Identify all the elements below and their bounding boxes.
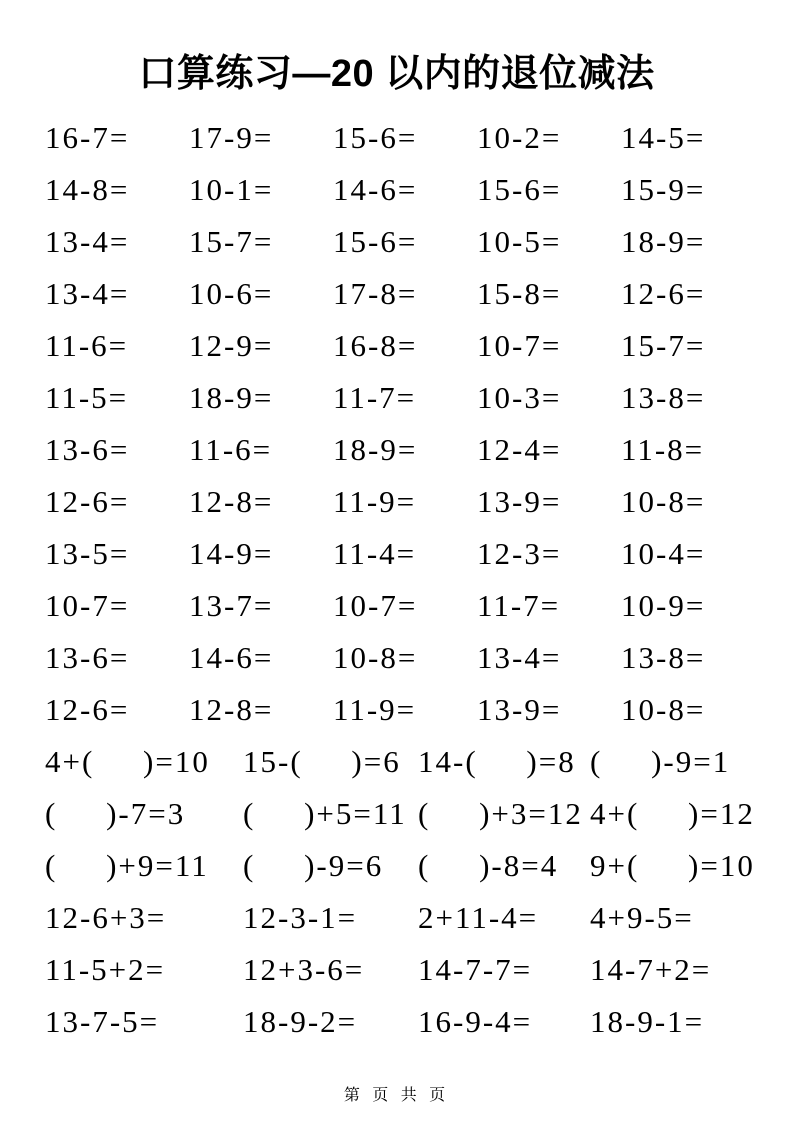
problem-cell: 10-6= [189, 276, 274, 311]
problem-cell: 11-5+2= [45, 952, 166, 987]
problem-cell: 18-9= [621, 224, 706, 259]
problem-cell: 15-7= [189, 224, 274, 259]
problem-cell: 14-5= [621, 120, 706, 155]
problem-cell: 11-4= [333, 536, 417, 571]
problem-cell: 11-6= [189, 432, 273, 467]
problem-cell: 13-6= [45, 640, 130, 675]
problem-cell: 13-7-5= [45, 1004, 160, 1039]
problem-cell: 14-6= [189, 640, 274, 675]
problem-cell: 18-9= [189, 380, 274, 415]
problem-cell: 12-3-1= [243, 900, 358, 935]
problem-cell: 15-6= [477, 172, 562, 207]
problem-cell: ( )+3=12 [418, 796, 583, 831]
problem-cell: 12-4= [477, 432, 562, 467]
problem-cell: 12-8= [189, 692, 274, 727]
problem-cell: 10-5= [477, 224, 562, 259]
problem-cell: 4+( )=10 [45, 744, 210, 779]
problem-cell: 12-3= [477, 536, 562, 571]
problem-cell: 14-( )=8 [418, 744, 576, 779]
problem-cell: 12+3-6= [243, 952, 365, 987]
problem-cell: 10-3= [477, 380, 562, 415]
problem-cell: 11-8= [621, 432, 705, 467]
problem-cell: 13-7= [189, 588, 274, 623]
problem-cell: 14-7-7= [418, 952, 533, 987]
problem-cell: 10-1= [189, 172, 274, 207]
problem-cell: 12-6= [45, 484, 130, 519]
problem-cell: 10-7= [45, 588, 130, 623]
problem-cell: 11-9= [333, 484, 417, 519]
problem-cell: 10-8= [333, 640, 418, 675]
problem-cell: 10-7= [333, 588, 418, 623]
problem-cell: 18-9= [333, 432, 418, 467]
problem-cell: 13-8= [621, 380, 706, 415]
problem-cell: 4+( )=12 [590, 796, 755, 831]
problem-cell: 13-5= [45, 536, 130, 571]
problem-cell: 16-8= [333, 328, 418, 363]
problem-cell: 12-8= [189, 484, 274, 519]
problem-cell: 17-8= [333, 276, 418, 311]
problem-cell: 14-7+2= [590, 952, 712, 987]
problem-cell: 4+9-5= [590, 900, 694, 935]
problem-cell: 13-6= [45, 432, 130, 467]
problem-cell: 15-6= [333, 224, 418, 259]
problem-cell: 13-9= [477, 484, 562, 519]
problem-cell: 15-8= [477, 276, 562, 311]
problem-cell: 18-9-2= [243, 1004, 358, 1039]
problem-cell: 14-8= [45, 172, 130, 207]
problem-cell: 12-6= [45, 692, 130, 727]
problem-cell: ( )-9=6 [243, 848, 384, 883]
problem-cell: 15-6= [333, 120, 418, 155]
problem-cell: 12-6= [621, 276, 706, 311]
problem-cell: 15-9= [621, 172, 706, 207]
page-footer: 第 页 共 页 [343, 1087, 450, 1104]
problem-cell: ( )+5=11 [243, 796, 407, 831]
problem-cell: 11-7= [477, 588, 561, 623]
subtraction-problems-section [45, 112, 765, 736]
problem-cell: 10-7= [477, 328, 562, 363]
problem-cell: 10-9= [621, 588, 706, 623]
problem-cell: ( )-7=3 [45, 796, 186, 831]
problem-cell: 12-9= [189, 328, 274, 363]
problem-cell: 10-2= [477, 120, 562, 155]
problem-cell: 13-4= [45, 276, 130, 311]
problem-cell: 15-7= [621, 328, 706, 363]
problem-cell: 11-6= [45, 328, 129, 363]
problem-cell: 9+( )=10 [590, 848, 755, 883]
problem-cell: 15-( )=6 [243, 744, 401, 779]
problem-cell: 11-5= [45, 380, 129, 415]
problem-cell: 13-4= [45, 224, 130, 259]
problem-cell: 2+11-4= [418, 900, 539, 935]
problem-cell: 14-9= [189, 536, 274, 571]
problem-cell: 12-6+3= [45, 900, 167, 935]
problem-cell: 10-4= [621, 536, 706, 571]
problem-cell: 16-7= [45, 120, 130, 155]
fill-in-blank-problems-section [45, 736, 760, 892]
problem-cell: ( )-8=4 [418, 848, 559, 883]
problem-cell: 18-9-1= [590, 1004, 705, 1039]
problem-cell: 10-8= [621, 692, 706, 727]
problem-cell: 14-6= [333, 172, 418, 207]
problem-cell: ( )+9=11 [45, 848, 209, 883]
problem-cell: 10-8= [621, 484, 706, 519]
three-term-problems-section [45, 892, 760, 1048]
problem-cell: 11-9= [333, 692, 417, 727]
problem-cell: 16-9-4= [418, 1004, 533, 1039]
problem-cell: ( )-9=1 [590, 744, 731, 779]
problem-cell: 17-9= [189, 120, 274, 155]
problem-cell: 11-7= [333, 380, 417, 415]
problem-cell: 13-9= [477, 692, 562, 727]
page-title: 口算练习—20 以内的退位减法 [138, 53, 655, 95]
problem-cell: 13-4= [477, 640, 562, 675]
problem-cell: 13-8= [621, 640, 706, 675]
